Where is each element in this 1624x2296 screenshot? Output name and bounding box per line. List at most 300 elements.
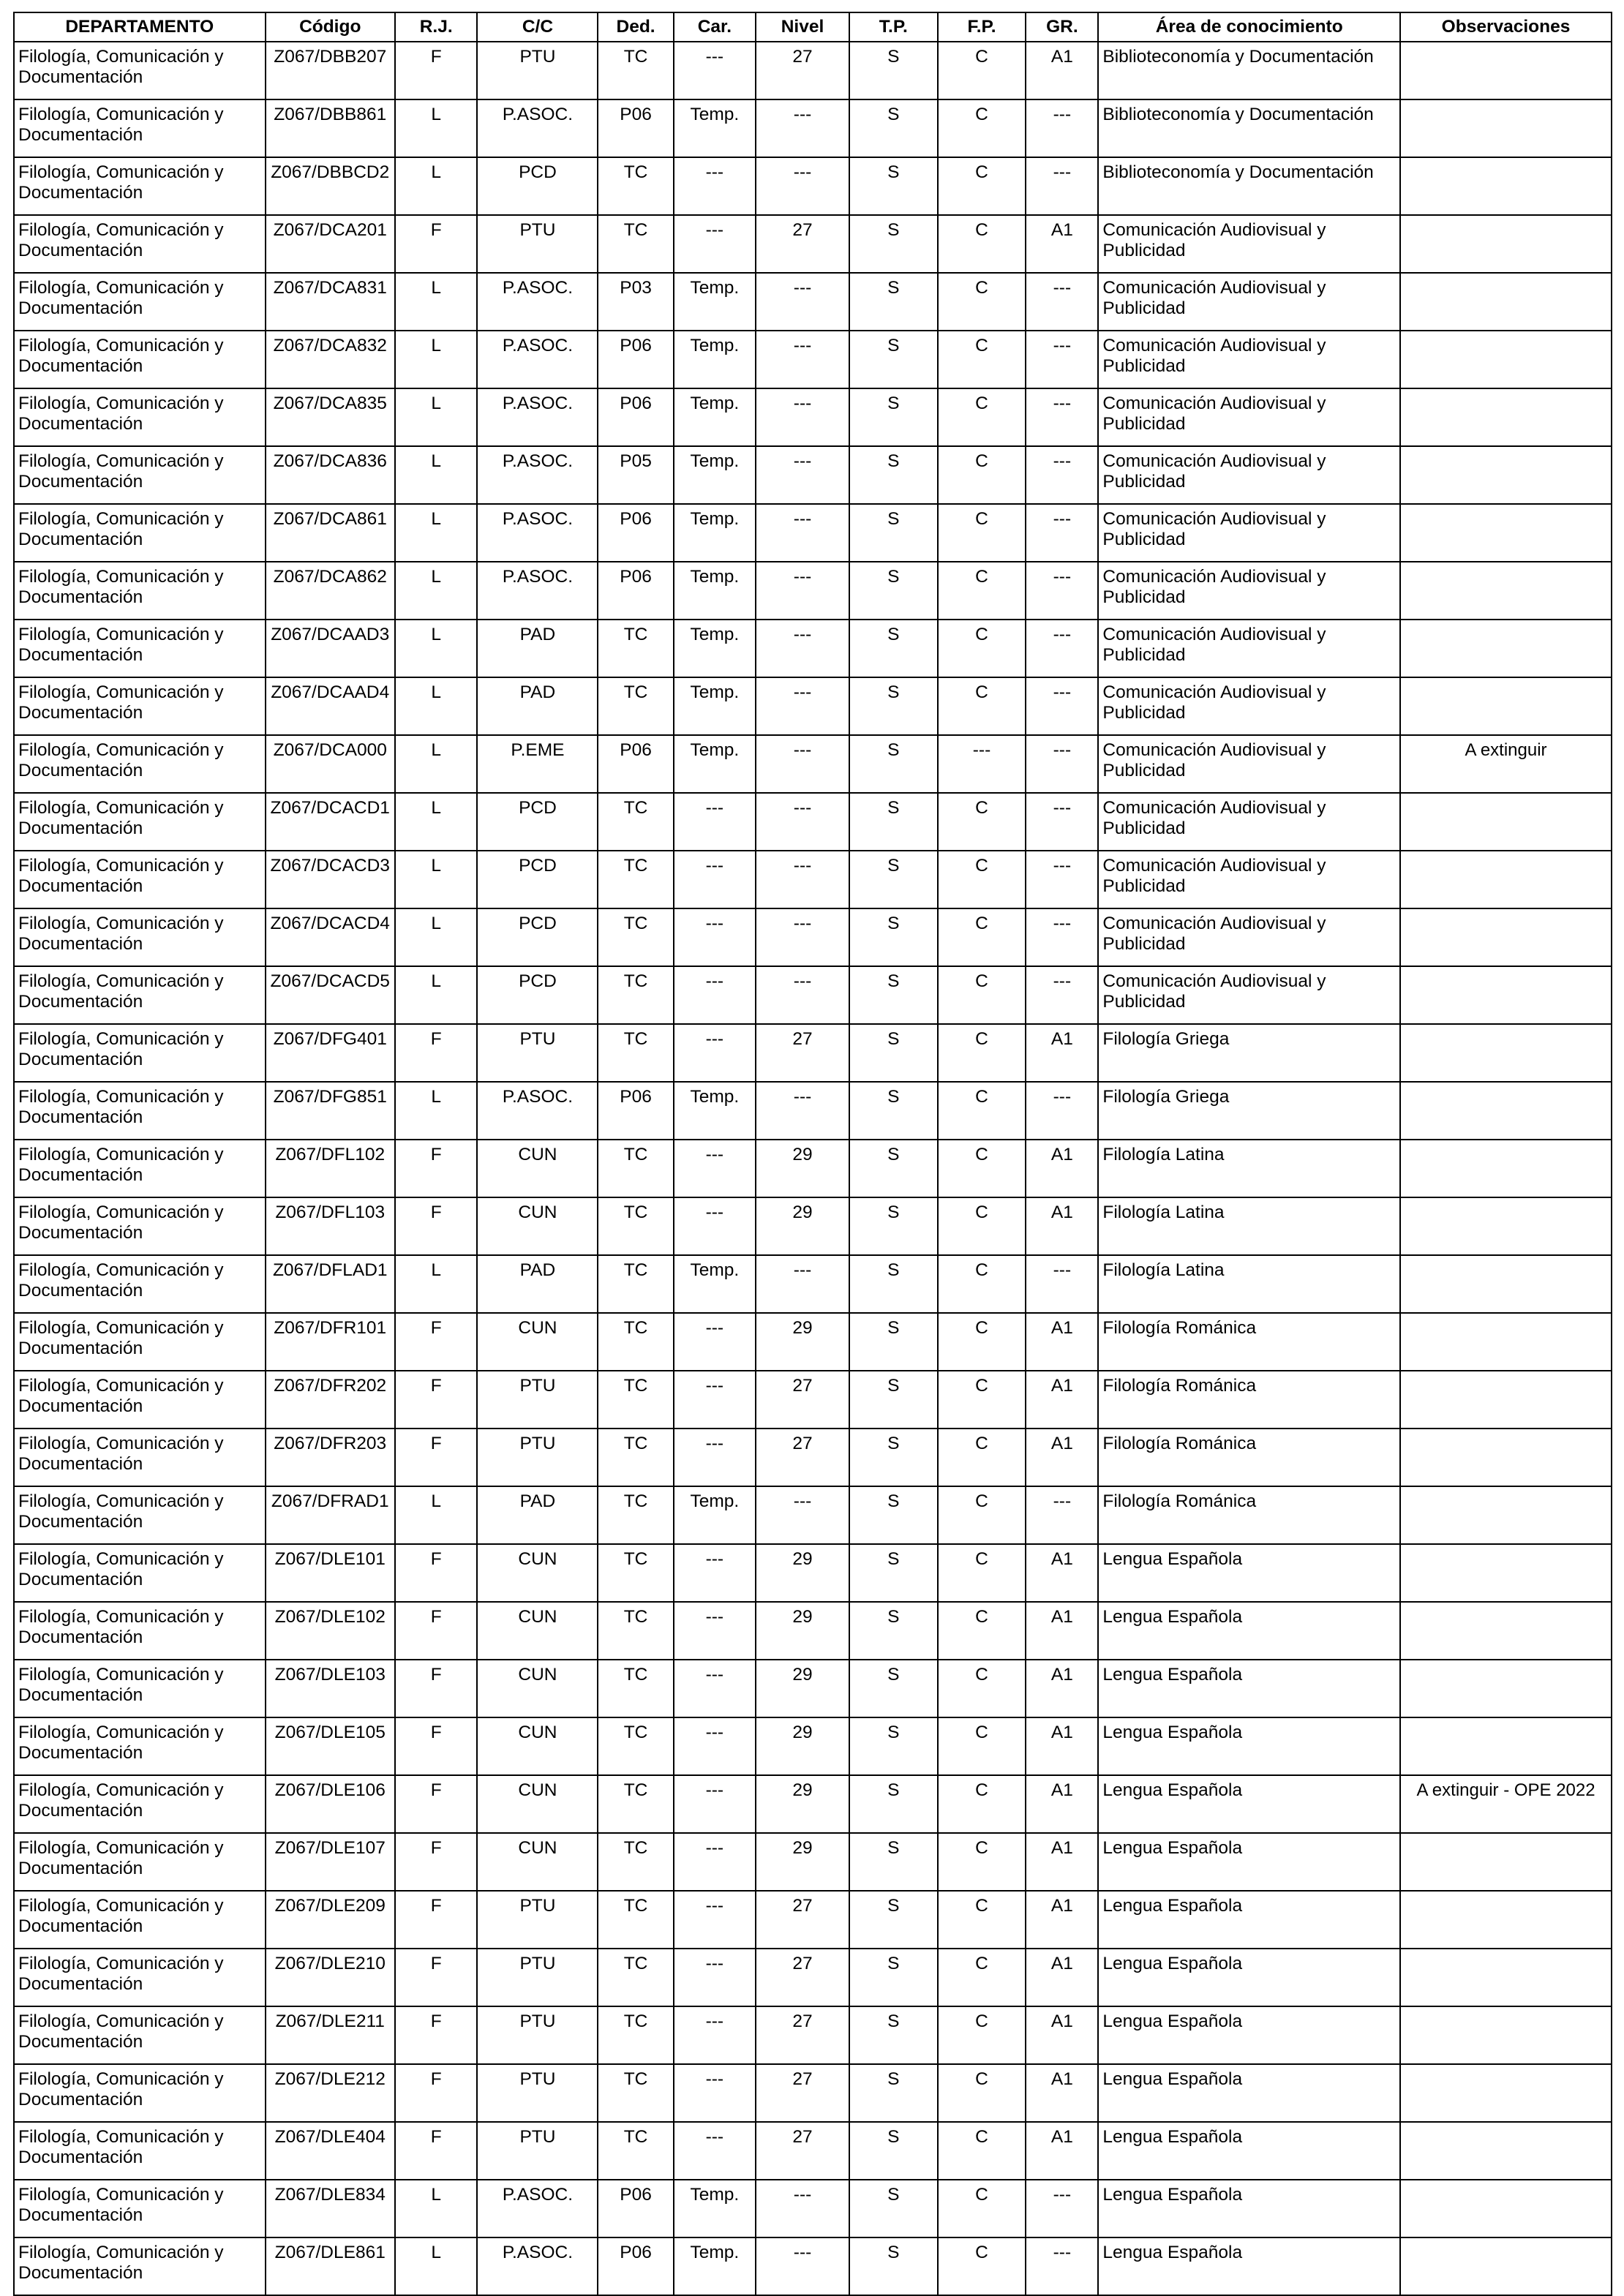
cell-fp: C: [938, 1775, 1026, 1833]
cell-area: Lengua Española: [1098, 2064, 1400, 2122]
cell-rj: L: [395, 446, 477, 504]
cell-car: ---: [674, 966, 756, 1024]
cell-ded: TC: [598, 1371, 673, 1429]
cell-departamento: Filología, Comunicación y Documentación: [14, 677, 266, 735]
cell-gr: ---: [1026, 446, 1098, 504]
cell-car: ---: [674, 793, 756, 851]
table-row: [14, 851, 1612, 908]
cell-cc: PCD: [477, 851, 598, 908]
cell-car: Temp.: [674, 388, 756, 446]
cell-codigo: Z067/DCA835: [266, 388, 395, 446]
cell-car: Temp.: [674, 562, 756, 620]
cell-rj: L: [395, 2180, 477, 2237]
cell-gr: A1: [1026, 1544, 1098, 1602]
cell-area: Comunicación Audiovisual y Publicidad: [1098, 331, 1400, 388]
cell-area: Filología Románica: [1098, 1313, 1400, 1371]
col-header-ded: Ded.: [598, 12, 673, 42]
cell-fp: C: [938, 1429, 1026, 1486]
cell-nivel: 27: [756, 1371, 849, 1429]
cell-tp: S: [849, 1024, 938, 1082]
table-row: [14, 2006, 1612, 2064]
cell-area: Filología Griega: [1098, 1082, 1400, 1140]
table-row: [14, 793, 1612, 851]
cell-area: Filología Latina: [1098, 1255, 1400, 1313]
cell-car: Temp.: [674, 331, 756, 388]
cell-ded: TC: [598, 1949, 673, 2006]
cell-codigo: Z067/DCA836: [266, 446, 395, 504]
cell-codigo: Z067/DFL103: [266, 1197, 395, 1255]
col-header-tp: T.P.: [849, 12, 938, 42]
cell-car: ---: [674, 1371, 756, 1429]
cell-rj: F: [395, 42, 477, 99]
table-row: [14, 1255, 1612, 1313]
cell-cc: CUN: [477, 1197, 598, 1255]
cell-cc: PTU: [477, 1371, 598, 1429]
cell-car: Temp.: [674, 99, 756, 157]
cell-fp: C: [938, 331, 1026, 388]
cell-ded: TC: [598, 908, 673, 966]
cell-area: Comunicación Audiovisual y Publicidad: [1098, 620, 1400, 677]
cell-observaciones: [1400, 1371, 1612, 1429]
cell-cc: PAD: [477, 620, 598, 677]
cell-cc: P.EME: [477, 735, 598, 793]
cell-codigo: Z067/DFRAD1: [266, 1486, 395, 1544]
cell-departamento: Filología, Comunicación y Documentación: [14, 2180, 266, 2237]
cell-area: Comunicación Audiovisual y Publicidad: [1098, 446, 1400, 504]
cell-gr: ---: [1026, 2180, 1098, 2237]
cell-cc: P.ASOC.: [477, 2180, 598, 2237]
table-row: [14, 388, 1612, 446]
cell-codigo: Z067/DCA832: [266, 331, 395, 388]
cell-ded: TC: [598, 1544, 673, 1602]
cell-rj: F: [395, 1024, 477, 1082]
cell-car: Temp.: [674, 1486, 756, 1544]
cell-cc: PCD: [477, 157, 598, 215]
cell-fp: C: [938, 2064, 1026, 2122]
cell-cc: PTU: [477, 215, 598, 273]
cell-codigo: Z067/DLE209: [266, 1891, 395, 1949]
cell-nivel: ---: [756, 966, 849, 1024]
cell-ded: TC: [598, 1024, 673, 1082]
cell-ded: TC: [598, 620, 673, 677]
table-row: [14, 99, 1612, 157]
cell-cc: P.ASOC.: [477, 273, 598, 331]
cell-fp: C: [938, 677, 1026, 735]
cell-tp: S: [849, 42, 938, 99]
cell-nivel: ---: [756, 1486, 849, 1544]
cell-car: Temp.: [674, 273, 756, 331]
table-row: [14, 1660, 1612, 1717]
cell-gr: ---: [1026, 273, 1098, 331]
cell-tp: S: [849, 273, 938, 331]
cell-cc: CUN: [477, 1660, 598, 1717]
cell-fp: C: [938, 851, 1026, 908]
cell-fp: C: [938, 388, 1026, 446]
cell-cc: CUN: [477, 1775, 598, 1833]
cell-tp: S: [849, 735, 938, 793]
cell-codigo: Z067/DCACD5: [266, 966, 395, 1024]
cell-area: Biblioteconomía y Documentación: [1098, 42, 1400, 99]
cell-car: ---: [674, 1140, 756, 1197]
cell-departamento: Filología, Comunicación y Documentación: [14, 2006, 266, 2064]
cell-departamento: Filología, Comunicación y Documentación: [14, 42, 266, 99]
cell-nivel: 29: [756, 1140, 849, 1197]
cell-ded: TC: [598, 793, 673, 851]
table-row: [14, 273, 1612, 331]
cell-nivel: 27: [756, 1429, 849, 1486]
cell-nivel: ---: [756, 2237, 849, 2295]
cell-tp: S: [849, 1833, 938, 1891]
cell-area: Lengua Española: [1098, 1660, 1400, 1717]
cell-ded: TC: [598, 215, 673, 273]
cell-car: ---: [674, 908, 756, 966]
table-row: [14, 1082, 1612, 1140]
col-header-departamento: DEPARTAMENTO: [14, 12, 266, 42]
cell-observaciones: [1400, 1140, 1612, 1197]
cell-fp: C: [938, 2180, 1026, 2237]
cell-ded: TC: [598, 157, 673, 215]
cell-observaciones: [1400, 966, 1612, 1024]
cell-car: ---: [674, 1717, 756, 1775]
cell-codigo: Z067/DCA201: [266, 215, 395, 273]
table-row: [14, 2122, 1612, 2180]
cell-car: ---: [674, 2122, 756, 2180]
cell-gr: A1: [1026, 1313, 1098, 1371]
cell-area: Lengua Española: [1098, 1833, 1400, 1891]
cell-departamento: Filología, Comunicación y Documentación: [14, 215, 266, 273]
cell-fp: C: [938, 99, 1026, 157]
cell-nivel: 27: [756, 215, 849, 273]
cell-nivel: ---: [756, 331, 849, 388]
cell-car: Temp.: [674, 735, 756, 793]
cell-departamento: Filología, Comunicación y Documentación: [14, 1313, 266, 1371]
cell-gr: A1: [1026, 1024, 1098, 1082]
cell-codigo: Z067/DBB861: [266, 99, 395, 157]
cell-car: ---: [674, 1891, 756, 1949]
cell-nivel: 27: [756, 2006, 849, 2064]
cell-area: Lengua Española: [1098, 1891, 1400, 1949]
cell-area: Lengua Española: [1098, 1544, 1400, 1602]
cell-gr: A1: [1026, 1140, 1098, 1197]
cell-ded: TC: [598, 1775, 673, 1833]
cell-nivel: 27: [756, 42, 849, 99]
cell-cc: PTU: [477, 1429, 598, 1486]
cell-cc: PAD: [477, 1486, 598, 1544]
cell-car: ---: [674, 851, 756, 908]
cell-codigo: Z067/DLE834: [266, 2180, 395, 2237]
cell-tp: S: [849, 1429, 938, 1486]
cell-observaciones: [1400, 1717, 1612, 1775]
cell-area: Comunicación Audiovisual y Publicidad: [1098, 793, 1400, 851]
cell-car: Temp.: [674, 677, 756, 735]
cell-cc: P.ASOC.: [477, 446, 598, 504]
cell-codigo: Z067/DLE103: [266, 1660, 395, 1717]
positions-table: [13, 12, 1612, 2296]
cell-ded: TC: [598, 2122, 673, 2180]
cell-nivel: ---: [756, 99, 849, 157]
cell-codigo: Z067/DCACD1: [266, 793, 395, 851]
cell-codigo: Z067/DFG401: [266, 1024, 395, 1082]
cell-car: ---: [674, 1429, 756, 1486]
cell-area: Lengua Española: [1098, 2180, 1400, 2237]
cell-fp: C: [938, 1602, 1026, 1660]
cell-departamento: Filología, Comunicación y Documentación: [14, 966, 266, 1024]
cell-observaciones: [1400, 1197, 1612, 1255]
cell-ded: P06: [598, 331, 673, 388]
cell-nivel: ---: [756, 735, 849, 793]
table-row: [14, 1891, 1612, 1949]
cell-car: ---: [674, 1949, 756, 2006]
cell-departamento: Filología, Comunicación y Documentación: [14, 331, 266, 388]
cell-departamento: Filología, Comunicación y Documentación: [14, 1024, 266, 1082]
cell-codigo: Z067/DLE102: [266, 1602, 395, 1660]
table-row: [14, 1197, 1612, 1255]
cell-departamento: Filología, Comunicación y Documentación: [14, 2122, 266, 2180]
cell-area: Lengua Española: [1098, 2122, 1400, 2180]
cell-observaciones: [1400, 273, 1612, 331]
cell-ded: TC: [598, 1197, 673, 1255]
cell-departamento: Filología, Comunicación y Documentación: [14, 735, 266, 793]
cell-tp: S: [849, 1660, 938, 1717]
cell-observaciones: [1400, 388, 1612, 446]
cell-departamento: Filología, Comunicación y Documentación: [14, 2064, 266, 2122]
table-row: [14, 735, 1612, 793]
cell-gr: ---: [1026, 966, 1098, 1024]
cell-nivel: 29: [756, 1544, 849, 1602]
cell-fp: C: [938, 273, 1026, 331]
cell-tp: S: [849, 1717, 938, 1775]
cell-area: Biblioteconomía y Documentación: [1098, 157, 1400, 215]
cell-ded: TC: [598, 966, 673, 1024]
cell-cc: CUN: [477, 1717, 598, 1775]
table-row: [14, 1949, 1612, 2006]
cell-ded: P06: [598, 735, 673, 793]
cell-cc: PAD: [477, 677, 598, 735]
cell-fp: C: [938, 1197, 1026, 1255]
cell-departamento: Filología, Comunicación y Documentación: [14, 504, 266, 562]
col-header-car: Car.: [674, 12, 756, 42]
cell-observaciones: [1400, 2064, 1612, 2122]
cell-nivel: ---: [756, 1082, 849, 1140]
cell-codigo: Z067/DFR202: [266, 1371, 395, 1429]
cell-observaciones: [1400, 446, 1612, 504]
cell-cc: CUN: [477, 1602, 598, 1660]
cell-observaciones: [1400, 620, 1612, 677]
cell-rj: L: [395, 1486, 477, 1544]
cell-car: Temp.: [674, 1255, 756, 1313]
cell-observaciones: [1400, 2006, 1612, 2064]
cell-fp: C: [938, 1486, 1026, 1544]
table-body: [14, 42, 1612, 2295]
cell-area: Lengua Española: [1098, 1949, 1400, 2006]
cell-ded: TC: [598, 1602, 673, 1660]
cell-rj: F: [395, 215, 477, 273]
cell-gr: ---: [1026, 793, 1098, 851]
cell-tp: S: [849, 1082, 938, 1140]
cell-observaciones: [1400, 331, 1612, 388]
cell-gr: ---: [1026, 851, 1098, 908]
cell-gr: A1: [1026, 1660, 1098, 1717]
cell-fp: C: [938, 966, 1026, 1024]
cell-rj: L: [395, 966, 477, 1024]
cell-area: Biblioteconomía y Documentación: [1098, 99, 1400, 157]
cell-rj: L: [395, 157, 477, 215]
table-row: [14, 1140, 1612, 1197]
cell-nivel: 29: [756, 1660, 849, 1717]
table-row: [14, 446, 1612, 504]
cell-tp: S: [849, 908, 938, 966]
cell-tp: S: [849, 1486, 938, 1544]
cell-codigo: Z067/DLE404: [266, 2122, 395, 2180]
cell-departamento: Filología, Comunicación y Documentación: [14, 562, 266, 620]
cell-area: Lengua Española: [1098, 1602, 1400, 1660]
cell-car: ---: [674, 215, 756, 273]
cell-ded: P06: [598, 2180, 673, 2237]
cell-nivel: 29: [756, 1313, 849, 1371]
cell-observaciones: [1400, 215, 1612, 273]
cell-rj: F: [395, 1660, 477, 1717]
cell-codigo: Z067/DLE106: [266, 1775, 395, 1833]
cell-codigo: Z067/DLE210: [266, 1949, 395, 2006]
cell-cc: PTU: [477, 2122, 598, 2180]
cell-area: Comunicación Audiovisual y Publicidad: [1098, 966, 1400, 1024]
cell-nivel: ---: [756, 446, 849, 504]
cell-observaciones: [1400, 677, 1612, 735]
cell-observaciones: [1400, 1024, 1612, 1082]
cell-rj: F: [395, 1140, 477, 1197]
cell-cc: P.ASOC.: [477, 1082, 598, 1140]
cell-codigo: Z067/DCAAD4: [266, 677, 395, 735]
cell-ded: TC: [598, 1833, 673, 1891]
cell-fp: C: [938, 908, 1026, 966]
cell-codigo: Z067/DFLAD1: [266, 1255, 395, 1313]
cell-rj: L: [395, 793, 477, 851]
table-row: [14, 1486, 1612, 1544]
table-row: [14, 1024, 1612, 1082]
cell-cc: CUN: [477, 1544, 598, 1602]
cell-area: Filología Latina: [1098, 1140, 1400, 1197]
cell-area: Lengua Española: [1098, 2006, 1400, 2064]
cell-ded: TC: [598, 2006, 673, 2064]
cell-gr: A1: [1026, 1775, 1098, 1833]
cell-tp: S: [849, 215, 938, 273]
cell-tp: S: [849, 157, 938, 215]
cell-cc: CUN: [477, 1140, 598, 1197]
cell-ded: TC: [598, 1140, 673, 1197]
cell-departamento: Filología, Comunicación y Documentación: [14, 1197, 266, 1255]
cell-gr: ---: [1026, 1082, 1098, 1140]
cell-rj: L: [395, 331, 477, 388]
cell-ded: TC: [598, 1429, 673, 1486]
cell-codigo: Z067/DLE101: [266, 1544, 395, 1602]
cell-gr: A1: [1026, 1429, 1098, 1486]
header-row: [14, 12, 1612, 42]
cell-tp: S: [849, 562, 938, 620]
cell-fp: C: [938, 1082, 1026, 1140]
cell-gr: ---: [1026, 1486, 1098, 1544]
cell-cc: PTU: [477, 1891, 598, 1949]
cell-car: Temp.: [674, 620, 756, 677]
cell-area: Lengua Española: [1098, 1775, 1400, 1833]
cell-rj: L: [395, 2237, 477, 2295]
table-row: [14, 504, 1612, 562]
cell-car: ---: [674, 1544, 756, 1602]
cell-rj: L: [395, 273, 477, 331]
table-row: [14, 620, 1612, 677]
cell-rj: F: [395, 1717, 477, 1775]
cell-departamento: Filología, Comunicación y Documentación: [14, 99, 266, 157]
cell-nivel: ---: [756, 157, 849, 215]
col-header-gr: GR.: [1026, 12, 1098, 42]
cell-area: Comunicación Audiovisual y Publicidad: [1098, 735, 1400, 793]
cell-cc: CUN: [477, 1833, 598, 1891]
cell-codigo: Z067/DLE105: [266, 1717, 395, 1775]
cell-fp: C: [938, 446, 1026, 504]
cell-departamento: Filología, Comunicación y Documentación: [14, 1949, 266, 2006]
cell-cc: PTU: [477, 42, 598, 99]
cell-gr: ---: [1026, 388, 1098, 446]
cell-nivel: ---: [756, 793, 849, 851]
cell-fp: C: [938, 1255, 1026, 1313]
cell-ded: TC: [598, 1486, 673, 1544]
cell-car: ---: [674, 2064, 756, 2122]
cell-codigo: Z067/DFG851: [266, 1082, 395, 1140]
cell-rj: F: [395, 1371, 477, 1429]
cell-fp: C: [938, 1833, 1026, 1891]
cell-rj: L: [395, 1082, 477, 1140]
cell-codigo: Z067/DLE107: [266, 1833, 395, 1891]
cell-area: Lengua Española: [1098, 2237, 1400, 2295]
cell-area: Filología Románica: [1098, 1486, 1400, 1544]
cell-car: ---: [674, 1197, 756, 1255]
cell-codigo: Z067/DCACD3: [266, 851, 395, 908]
cell-observaciones: A extinguir - OPE 2022: [1400, 1775, 1612, 1833]
cell-rj: F: [395, 1429, 477, 1486]
cell-gr: ---: [1026, 620, 1098, 677]
cell-departamento: Filología, Comunicación y Documentación: [14, 1140, 266, 1197]
cell-tp: S: [849, 2064, 938, 2122]
cell-observaciones: [1400, 99, 1612, 157]
cell-rj: F: [395, 2122, 477, 2180]
cell-ded: P06: [598, 562, 673, 620]
cell-gr: A1: [1026, 1717, 1098, 1775]
cell-observaciones: [1400, 1486, 1612, 1544]
cell-car: Temp.: [674, 1082, 756, 1140]
cell-cc: PTU: [477, 1024, 598, 1082]
cell-gr: ---: [1026, 1255, 1098, 1313]
cell-departamento: Filología, Comunicación y Documentación: [14, 1255, 266, 1313]
cell-tp: S: [849, 1602, 938, 1660]
cell-cc: PCD: [477, 966, 598, 1024]
cell-rj: F: [395, 1833, 477, 1891]
cell-cc: P.ASOC.: [477, 99, 598, 157]
cell-car: ---: [674, 42, 756, 99]
cell-codigo: Z067/DCA861: [266, 504, 395, 562]
cell-nivel: 29: [756, 1197, 849, 1255]
cell-fp: C: [938, 1949, 1026, 2006]
cell-nivel: 29: [756, 1717, 849, 1775]
table-row: [14, 562, 1612, 620]
cell-rj: F: [395, 2006, 477, 2064]
cell-tp: S: [849, 966, 938, 1024]
cell-area: Filología Románica: [1098, 1371, 1400, 1429]
cell-tp: S: [849, 2122, 938, 2180]
cell-ded: TC: [598, 1660, 673, 1717]
cell-nivel: ---: [756, 1255, 849, 1313]
cell-observaciones: [1400, 42, 1612, 99]
cell-fp: C: [938, 1024, 1026, 1082]
cell-car: ---: [674, 1602, 756, 1660]
